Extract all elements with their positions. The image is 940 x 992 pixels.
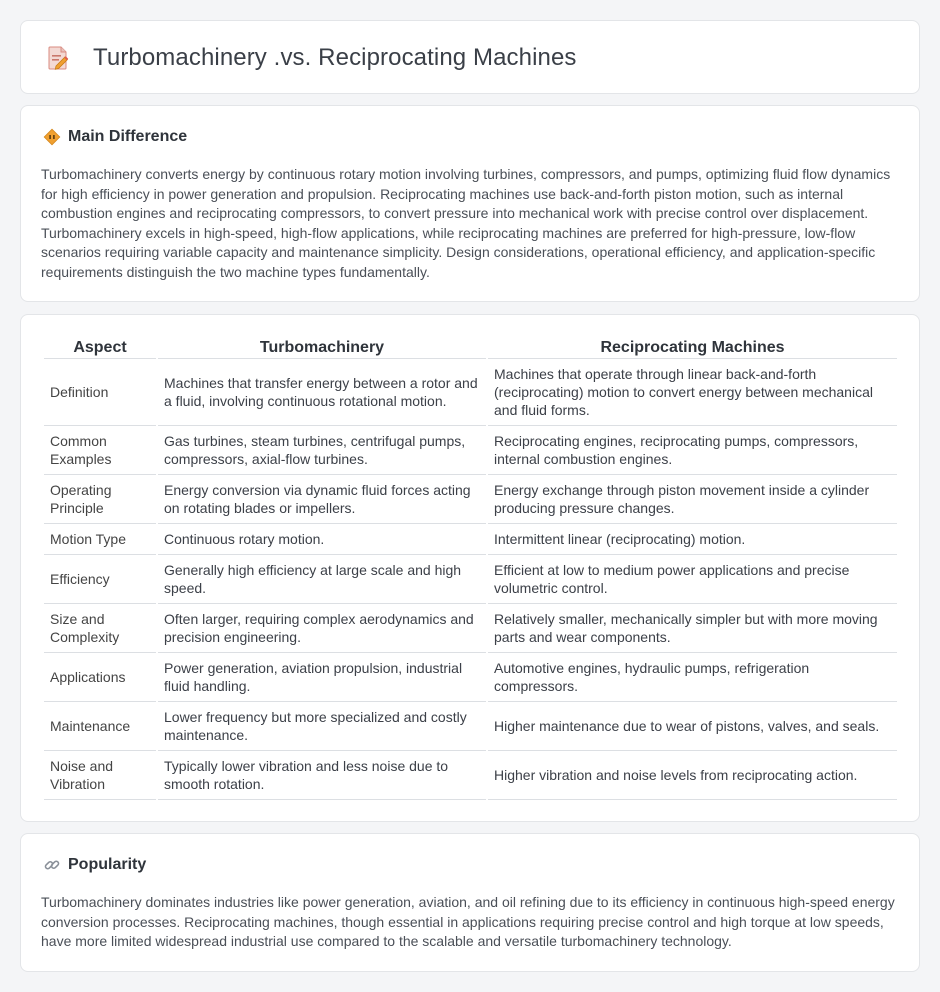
main-difference-card	[20, 105, 920, 302]
turbomachinery-cell: Energy conversion via dynamic fluid forces acting on rotating blades or impellers.	[158, 475, 486, 524]
aspect-cell: Maintenance	[44, 702, 156, 751]
table-row	[44, 604, 897, 653]
reciprocating-cell: Higher vibration and noise levels from reciprocating action.	[488, 751, 897, 800]
column-header-turbomachinery: Turbomachinery	[158, 335, 486, 359]
table-row	[44, 555, 897, 604]
main-difference-title: Main Difference	[68, 128, 188, 145]
link-icon	[43, 856, 61, 874]
column-header-reciprocating: Reciprocating Machines	[488, 335, 897, 359]
reciprocating-cell: Relatively smaller, mechanically simpler but with more moving parts and wear components.	[488, 604, 897, 653]
table-row	[44, 359, 897, 426]
turbomachinery-cell: Continuous rotary motion.	[158, 524, 486, 555]
reciprocating-cell: Automotive engines, hydraulic pumps, refrigeration compressors.	[488, 653, 897, 702]
diamond-sign-icon	[43, 128, 61, 146]
aspect-cell: Noise and Vibration	[44, 751, 156, 800]
reciprocating-cell: Intermittent linear (reciprocating) motion.	[488, 524, 897, 555]
table-row	[44, 702, 897, 751]
reciprocating-cell: Higher maintenance due to wear of pistons, valves, and seals.	[488, 702, 897, 751]
aspect-cell: Applications	[44, 653, 156, 702]
turbomachinery-cell: Typically lower vibration and less noise due to smooth rotation.	[158, 751, 486, 800]
turbomachinery-cell: Machines that transfer energy between a rotor and a fluid, involving continuous rotational motion.	[158, 359, 486, 426]
comparison-table-card	[20, 314, 920, 822]
aspect-cell: Efficiency	[44, 555, 156, 604]
reciprocating-cell: Reciprocating engines, reciprocating pumps, compressors, internal combustion engines.	[488, 426, 897, 475]
turbomachinery-cell: Lower frequency but more specialized and costly maintenance.	[158, 702, 486, 751]
table-row	[44, 751, 897, 800]
document-edit-icon	[47, 45, 69, 71]
popularity-text: Turbomachinery dominates industries like power generation, aviation, and oil refining due to its efficiency in continuous high-speed energy conversion processes. Reciprocating machines, though essential in applications requiring precise control and high torque at low speeds, have more limited widespread industrial use compared to the scalable and versatile turbomachinery technology.	[41, 894, 895, 949]
popularity-header	[43, 856, 146, 874]
table-row	[44, 475, 897, 524]
table-header-row	[44, 335, 897, 359]
turbomachinery-cell: Gas turbines, steam turbines, centrifugal pumps, compressors, axial-flow turbines.	[158, 426, 486, 475]
reciprocating-cell: Energy exchange through piston movement inside a cylinder producing pressure changes.	[488, 475, 897, 524]
main-difference-header	[43, 128, 187, 146]
reciprocating-cell: Efficient at low to medium power applications and precise volumetric control.	[488, 555, 897, 604]
turbomachinery-cell: Power generation, aviation propulsion, industrial fluid handling.	[158, 653, 486, 702]
column-header-aspect: Aspect	[44, 335, 156, 359]
table-row	[44, 426, 897, 475]
popularity-title: Popularity	[68, 856, 147, 873]
page-title: Turbomachinery .vs. Reciprocating Machines	[93, 44, 577, 71]
header-card	[20, 20, 920, 94]
table-row	[44, 653, 897, 702]
reciprocating-cell: Machines that operate through linear back-and-forth (reciprocating) motion to convert energy between mechanical and fluid forms.	[488, 359, 897, 426]
main-difference-text: Turbomachinery converts energy by continuous rotary motion involving turbines, compressors, and pumps, optimizing fluid flow dynamics for high efficiency in power generation and propulsion. Reciprocating machines use back-and-forth piston motion, such as internal combustion engines and reciprocating compressors, to convert pressure into mechanical work with precise control over displacement. Turbomachinery excels in high-speed, high-flow applications, while reciprocating machines are preferred for high-pressure, low-flow scenarios requiring variable capacity and maintenance simplicity. Design considerations, operational efficiency, and application-specific requirements distinguish the two machine types fundamentally.	[41, 166, 891, 280]
turbomachinery-cell: Generally high efficiency at large scale and high speed.	[158, 555, 486, 604]
aspect-cell: Common Examples	[44, 426, 156, 475]
turbomachinery-cell: Often larger, requiring complex aerodynamics and precision engineering.	[158, 604, 486, 653]
aspect-cell: Operating Principle	[44, 475, 156, 524]
comparison-table	[42, 335, 899, 800]
aspect-cell: Size and Complexity	[44, 604, 156, 653]
table-row	[44, 524, 897, 555]
popularity-card	[20, 833, 920, 972]
aspect-cell: Definition	[44, 359, 156, 426]
aspect-cell: Motion Type	[44, 524, 156, 555]
